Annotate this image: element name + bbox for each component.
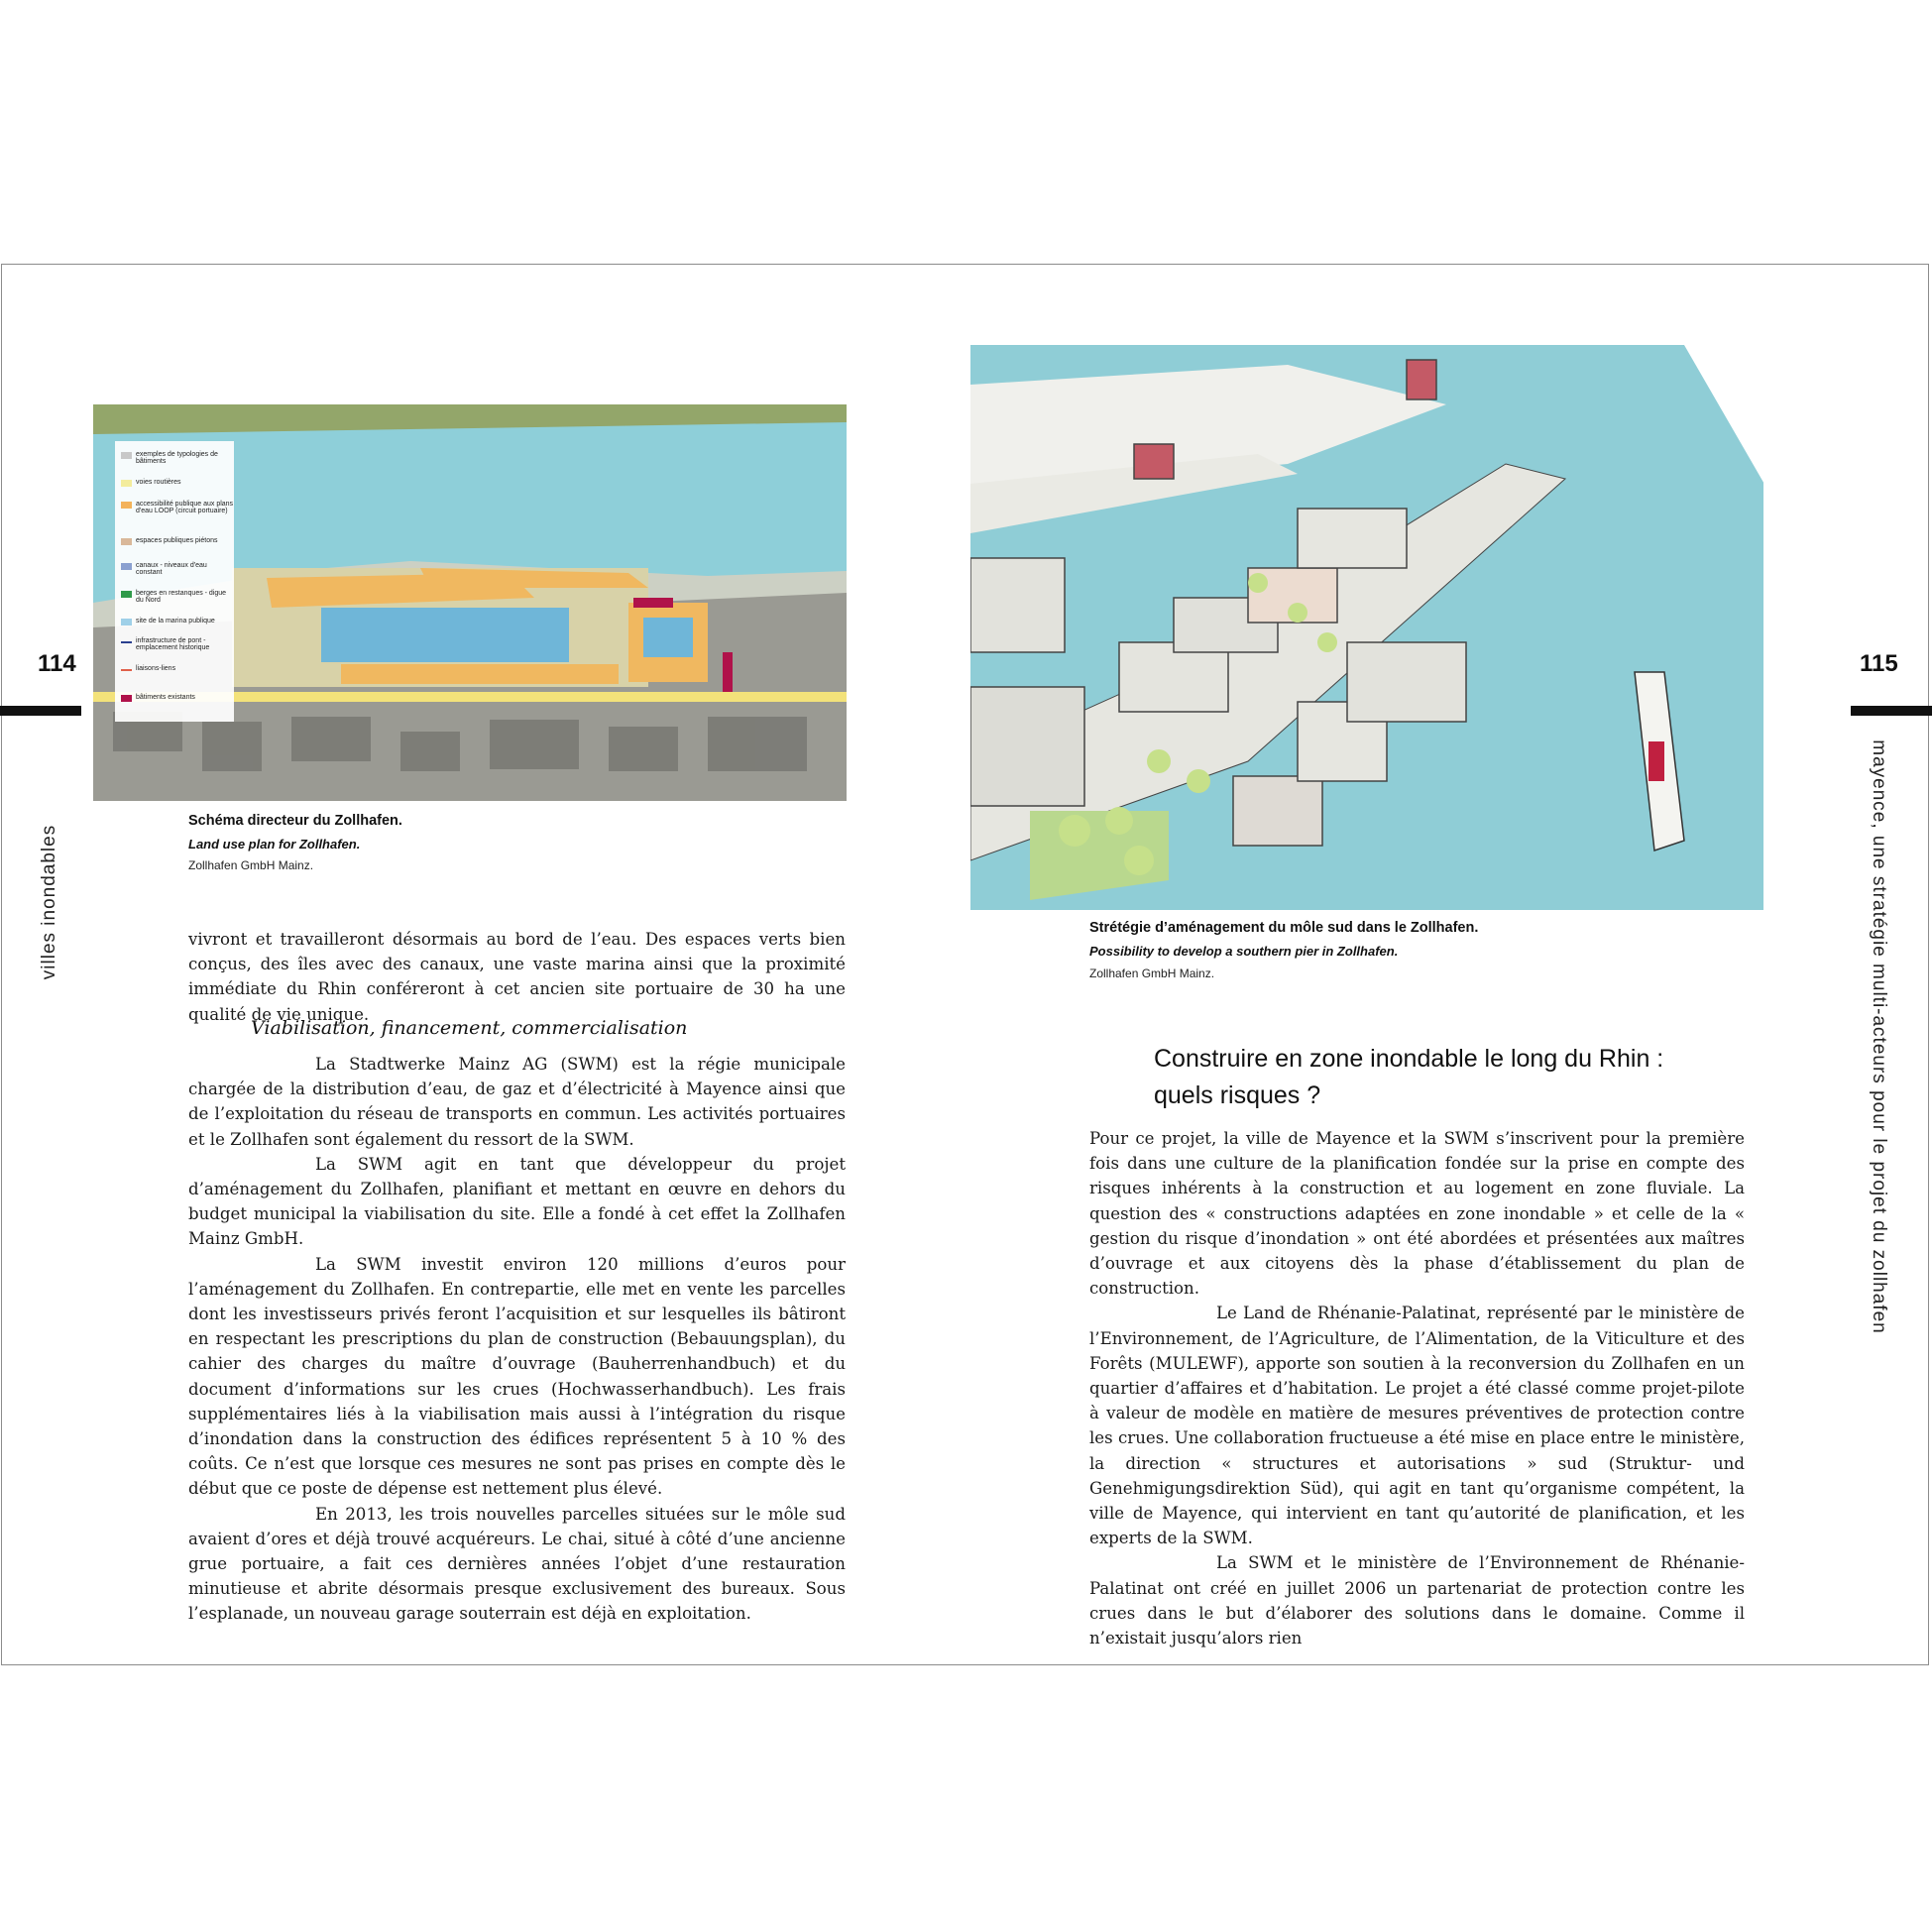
legend-swatch [121,502,132,509]
left-subheading: Viabilisation, financement, commercialisation [251,1017,688,1039]
paragraph: La SWM agit en tant que développeur du projet d’aménagement du Zollhafen, planifiant et mettant en œuvre en dehors du budget municipal la viabilisation du site. Elle a fondé à cet effet la Zollhafen Mainz GmbH. [188,1154,846,1249]
paragraph: Pour ce projet, la ville de Mayence et la SWM s’inscrivent pour la première fois dans une culture de la planification fondée sur la prise en compte des risques inhérents à la construction et au logement en zone fluviale. La question des « constructions adaptées en zone inondable » et celle de la « gestion du risque d’inondation » ont été abordées et présentées aux maîtres d’ouvrage et aux citoyens dès la phase d’établissement du plan de construction. [1089,1129,1745,1299]
southern-pier-figure [970,345,1763,910]
legend-swatch [121,695,132,702]
right-thumb-tab [1851,706,1932,716]
southern-pier-sketch [970,345,1763,910]
legend-item: bâtiments existants [121,694,195,702]
paragraph: En 2013, les trois nouvelles parcelles situées sur le môle sud avaient d’ores et déjà trouvé acquéreurs. Le chai, situé à côté d’une ancienne grue portuaire, a fait ces dernières années l’objet d’une restauration minutieuse et abrite désormais presque exclusivement des bureaux. Sous l’esplanade, un nouveau garage souterrain est déjà en exploitation. [188,1504,846,1624]
legend-item: canaux - niveaux d'eau constant [121,562,234,576]
left-thumb-tab [0,706,81,716]
section-heading-line: quels risques ? [1154,1081,1321,1109]
left-figure-credit: Zollhafen GmbH Mainz. [188,858,314,872]
paragraph: Le Land de Rhénanie-Palatinat, représenté par le ministère de l’Environnement, de l’Agriculture, de l’Alimentation, de la Viticulture et des Forêts (MULEWF), apporte son soutien à la reconversion du Zollhafen en un quartier d’affaires et d’habitation. Le projet a été classé comme projet-pilote à valeur de modèle en matière de mesures préventives de protection contre les crues. Une collaboration fructueuse a été mise en place entre le ministère, la direction « structures et autorisations » sud (Struktur- und Genehmigungsdirektion Süd), qui agit en tant qu’organisme compétent, la ville de Mayence, qui intervient en tant qu’autorité de planification, et les experts de la SWM. [1089,1304,1745,1548]
paragraph: La Stadtwerke Mainz AG (SWM) est la régie municipale chargée de la distribution d’eau, de gaz et d’électricité à Mayence ainsi que de l’exploitation du réseau de transports en commun. Les activités portuaires et le Zollhafen sont également du ressort de la SWM. [188,1055,846,1149]
right-figure-credit: Zollhafen GmbH Mainz. [1089,966,1215,980]
legend-item: voies routières [121,479,181,487]
legend-item: berges en restanques - digue du Nord [121,590,234,604]
paragraph: La SWM investit environ 120 millions d’euros pour l’aménagement du Zollhafen. En contrepartie, elle met en vente les parcelles dont les investisseurs privés feront l’acquisition et sur lesquelles ils bâtiront en respectant les prescriptions du plan de construction (Bebauungsplan), du cahier des charges du maître d’ouvrage (Bauherrenhandbuch) et du document d’informations sur les crues (Hochwasserhandbuch). Les frais supplémentaires liés à la viabilisation mais aussi à l’intégration du risque d’inondation dans la construction des édifices représentent 5 à 10 % des coûts. Ce n’est que lorsque ces mesures ne sont pas prises en compte dès le début que ce poste de dépense est nettement plus élevé. [188,1254,846,1499]
section-heading [1154,1041,1663,1114]
land-use-plan-figure [93,404,847,801]
legend-swatch [121,538,132,545]
right-running-title: mayence, une stratégie multi-acteurs pour le projet du zollhafen [1869,739,1889,1334]
legend-item: exemples de typologies de bâtiments [121,451,234,465]
right-page-number: 115 [1860,650,1898,677]
left-figure-caption-fr: Schéma directeur du Zollhafen. [188,813,402,829]
left-figure-caption-en: Land use plan for Zollhafen. [188,837,361,852]
legend-swatch [121,669,132,671]
left-intro-paragraph: vivront et travailleront désormais au bord de l’eau. Des espaces verts bien conçus, des îles avec des canaux, une vaste marina ainsi que la proximité immédiate du Rhin conféreront à cet ancien site portuaire de 30 ha une qualité de vie unique. [188,930,846,1024]
paragraph: La SWM et le ministère de l’Environnement de Rhénanie-Palatinat ont créé en juillet 2006 un partenariat de protection contre les crues dans le but d’élaborer des solutions dans le domaine. Comme il n’existait jusqu’alors rien [1089,1553,1745,1648]
left-body-text [188,1052,846,1627]
legend-swatch [121,480,132,487]
map-legend [115,441,234,722]
legend-item: accessibilité publique aux plans d'eau LOOP (circuit portuaire) [121,501,234,514]
legend-swatch [121,452,132,459]
right-body-text [1089,1126,1745,1650]
right-figure-caption-en: Possibility to develop a southern pier in Zollhafen. [1089,944,1399,959]
legend-swatch [121,619,132,625]
left-running-title: villes inondables [39,824,59,980]
legend-item: site de la marina publique [121,618,215,625]
legend-item: espaces publiques piétons [121,537,218,545]
legend-swatch [121,563,132,570]
legend-swatch [121,591,132,598]
legend-item: liaisons-liens [121,665,175,672]
left-page-number: 114 [38,650,76,677]
right-figure-caption-fr: Strétégie d’aménagement du môle sud dans le Zollhafen. [1089,920,1479,936]
legend-swatch [121,641,132,643]
section-heading-line: Construire en zone inondable le long du Rhin : [1154,1045,1664,1073]
legend-item: infrastructure de pont - emplacement historique [121,637,234,651]
